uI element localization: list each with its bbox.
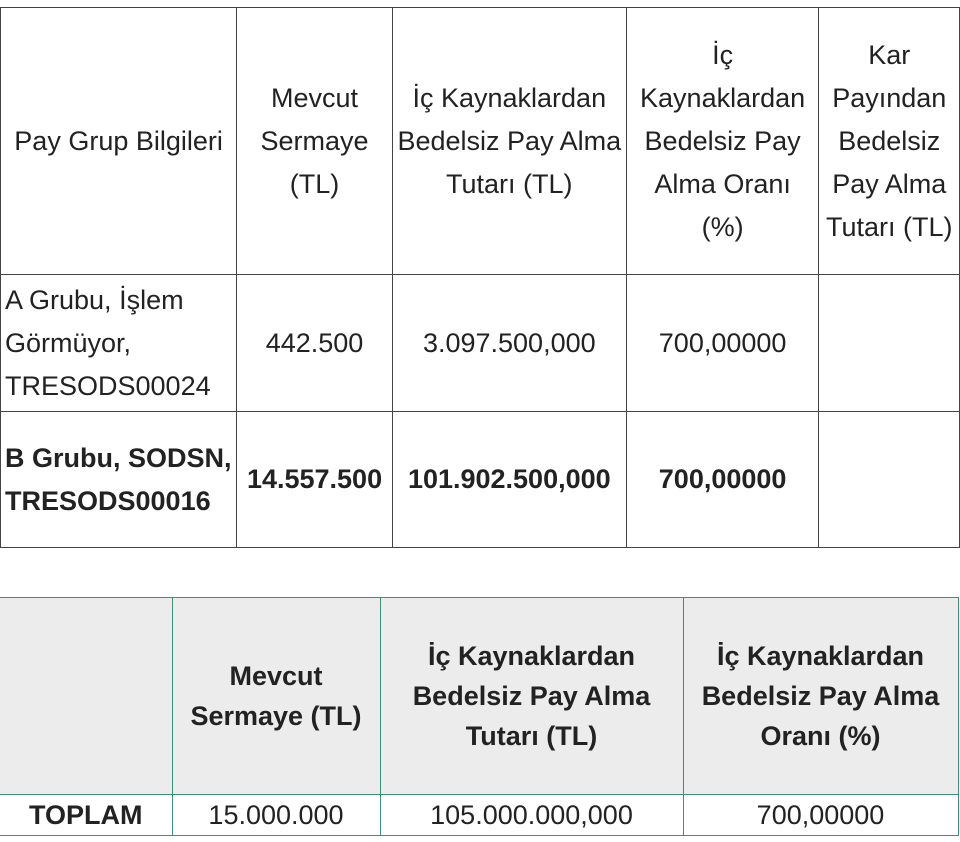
row-group: A Grubu, İşlem Görmüyor, TRESODS00024 xyxy=(1,275,237,412)
row-rate: 700,00000 xyxy=(626,412,819,548)
table-row xyxy=(1,412,960,548)
header-capital: Mevcut Sermaye (TL) xyxy=(172,598,380,795)
share-group-table xyxy=(0,7,960,548)
header-rate: İç Kaynaklardan Bedelsiz Pay Alma Oranı (%) xyxy=(626,8,819,275)
total-rate: 700,00000 xyxy=(683,795,958,836)
row-dividend xyxy=(819,275,960,412)
row-capital: 442.500 xyxy=(237,275,393,412)
total-amount: 105.000.000,000 xyxy=(380,795,683,836)
total-label: TOPLAM xyxy=(0,795,172,836)
header-amount: İç Kaynaklardan Bedelsiz Pay Alma Tutarı (TL) xyxy=(380,598,683,795)
header-amount: İç Kaynaklardan Bedelsiz Pay Alma Tutarı (TL) xyxy=(392,8,626,275)
row-amount: 101.902.500,000 xyxy=(392,412,626,548)
total-capital: 15.000.000 xyxy=(172,795,380,836)
row-group: B Grubu, SODSN, TRESODS00016 xyxy=(1,412,237,548)
total-table xyxy=(0,597,959,836)
row-dividend xyxy=(819,412,960,548)
header-group-info: Pay Grup Bilgileri xyxy=(1,8,237,275)
total-row xyxy=(0,795,958,836)
table-header-row xyxy=(0,598,958,795)
header-empty xyxy=(0,598,172,795)
row-amount: 3.097.500,000 xyxy=(392,275,626,412)
row-rate: 700,00000 xyxy=(626,275,819,412)
header-dividend: Kar Payından Bedelsiz Pay Alma Tutarı (TL) xyxy=(819,8,960,275)
header-rate: İç Kaynaklardan Bedelsiz Pay Alma Oranı (%) xyxy=(683,598,958,795)
table-row xyxy=(1,275,960,412)
table-header-row xyxy=(1,8,960,275)
row-capital: 14.557.500 xyxy=(237,412,393,548)
header-capital: Mevcut Sermaye (TL) xyxy=(237,8,393,275)
